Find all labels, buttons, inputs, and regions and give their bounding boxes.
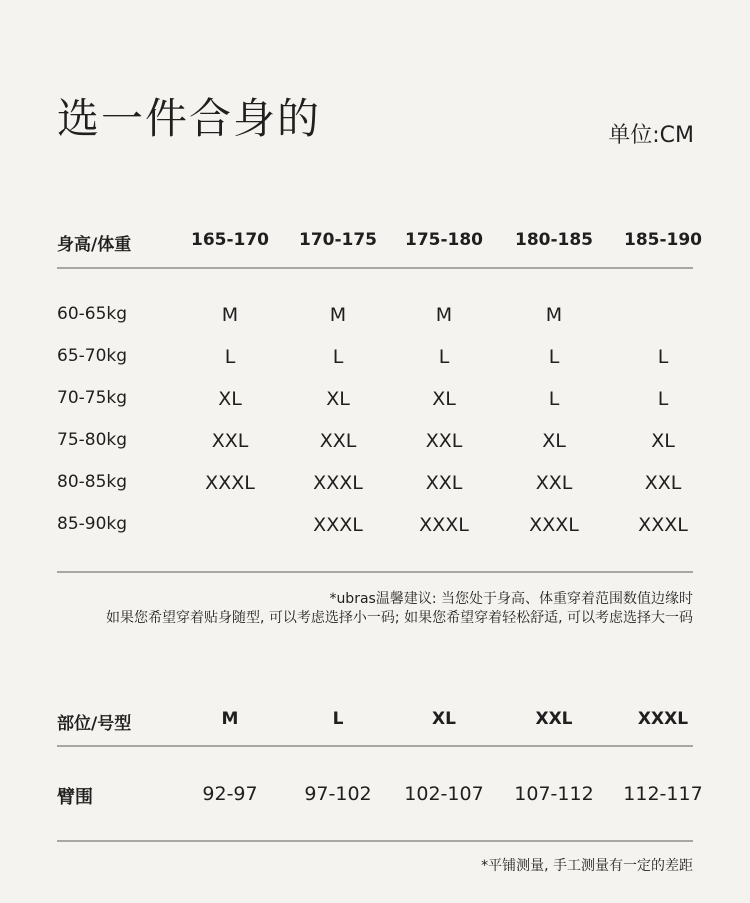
page-title: 选一件合身的 (57, 94, 322, 143)
table-cell: M (435, 304, 453, 326)
row-label: 70-75kg (57, 388, 128, 408)
size-table-column-header: 175-180 (404, 230, 484, 250)
table-cell: L (224, 346, 236, 368)
fit-advice-line-2: 如果您希望穿着贴身随型, 可以考虑选择小一码; 如果您希望穿着轻松舒适, 可以考虑选择大一码 (106, 610, 693, 626)
measure-table-column-header: XXL (535, 709, 573, 729)
table-cell: XXXL (419, 514, 469, 536)
size-table-header-label: 身高/体重 (57, 235, 132, 255)
table-cell: 112-117 (623, 783, 703, 805)
measure-table-column-header: XXXL (637, 709, 689, 729)
table-cell: XXL (535, 472, 573, 494)
measure-table-column-header: L (332, 709, 344, 729)
table-cell: 107-112 (514, 783, 594, 805)
table-cell: XL (326, 388, 350, 410)
row-label: 85-90kg (57, 514, 128, 534)
size-table-header (57, 230, 703, 272)
table-cell: XXXL (638, 514, 688, 536)
row-label: 65-70kg (57, 346, 128, 366)
size-table-column-header: 165-170 (190, 230, 270, 250)
row-label: 75-80kg (57, 430, 128, 450)
table-cell: L (548, 388, 560, 410)
size-table-column-header: 185-190 (623, 230, 703, 250)
unit-label: 单位:CM (608, 123, 694, 148)
table-row (57, 388, 693, 430)
table-row (57, 430, 693, 472)
table-cell: XXL (644, 472, 682, 494)
table-cell: M (329, 304, 347, 326)
table-cell: XXXL (313, 514, 363, 536)
fit-advice-line-1: *ubras温馨建议: 当您处于身高、体重穿着范围数值边缘时 (329, 591, 693, 607)
measure-table-column-header: M (221, 709, 239, 729)
table-cell: L (332, 346, 344, 368)
table-cell: XL (218, 388, 242, 410)
footnote: *平铺测量, 手工测量有一定的差距 (481, 858, 693, 874)
table-row (57, 346, 693, 388)
table-cell: 97-102 (304, 783, 372, 805)
table-cell: M (545, 304, 563, 326)
table-cell: XL (542, 430, 566, 452)
table-cell: XXL (425, 430, 463, 452)
size-table (57, 230, 703, 272)
size-table-header-divider (57, 267, 693, 269)
table-cell: L (657, 346, 669, 368)
table-cell: XXXL (529, 514, 579, 536)
table-cell: 92-97 (202, 783, 258, 805)
table-cell: XXXL (313, 472, 363, 494)
size-table-column-header: 180-185 (514, 230, 594, 250)
table-cell: L (548, 346, 560, 368)
table-cell: XXL (319, 430, 357, 452)
measure-table-header-label: 部位/号型 (57, 714, 132, 734)
table-cell: L (657, 388, 669, 410)
measure-table-header-divider (57, 745, 693, 747)
row-label: 80-85kg (57, 472, 128, 492)
row-label: 臂围 (57, 787, 93, 808)
measure-table-column-header: XL (432, 709, 456, 729)
table-row (57, 304, 693, 346)
size-table-column-header: 170-175 (298, 230, 378, 250)
table-cell: XXXL (205, 472, 255, 494)
table-row (57, 472, 693, 514)
table-cell: XL (432, 388, 456, 410)
measure-table-bottom-divider (57, 840, 693, 842)
table-row (57, 783, 703, 825)
size-table-body (57, 304, 693, 556)
row-label: 60-65kg (57, 304, 128, 324)
table-cell: XL (651, 430, 675, 452)
table-cell: M (221, 304, 239, 326)
table-cell: 102-107 (404, 783, 484, 805)
fit-advice-note (106, 590, 693, 628)
size-table-bottom-divider (57, 571, 693, 573)
measure-table-body (57, 783, 703, 825)
table-cell: L (438, 346, 450, 368)
table-cell: XXL (425, 472, 463, 494)
table-row (57, 514, 693, 556)
table-cell: XXL (211, 430, 249, 452)
